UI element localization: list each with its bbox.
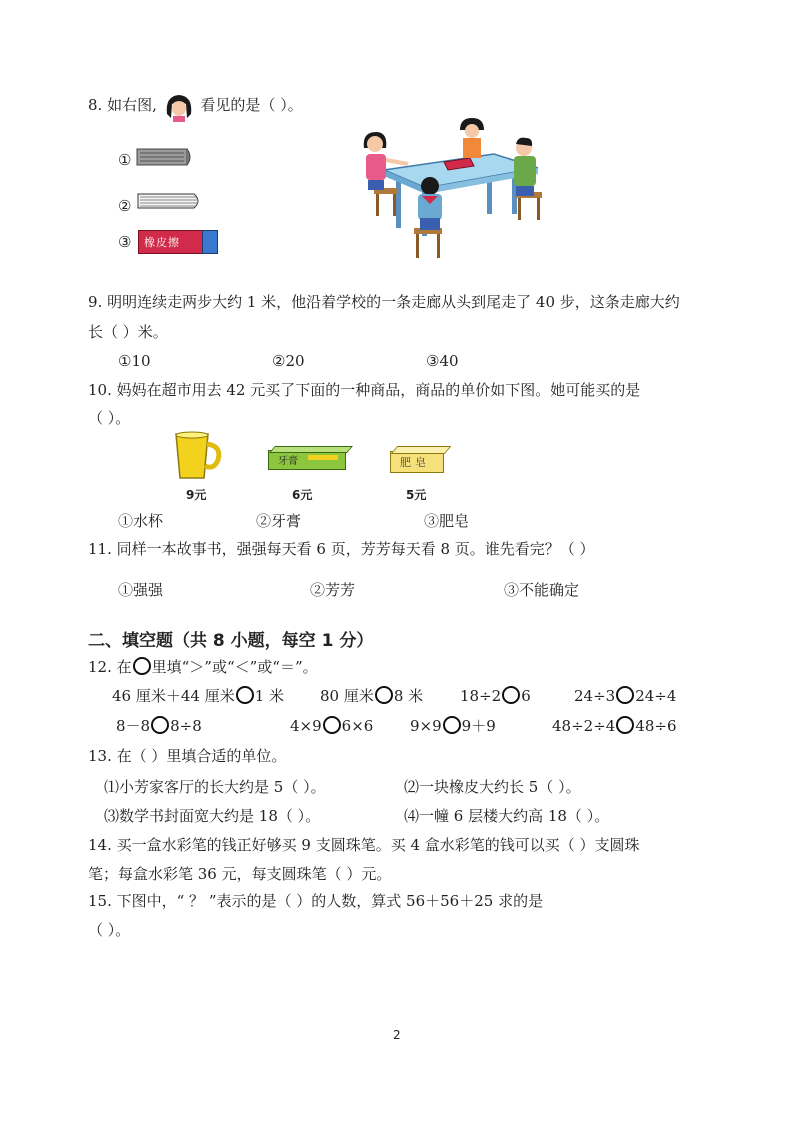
q12-r2-4-left: 48÷2÷4 [552, 717, 616, 735]
q8-option-2: ② [118, 197, 132, 215]
q12-r2-item-3 [410, 716, 496, 736]
q12-r2-item-4 [552, 716, 677, 736]
q12-r2-2-left: 4×9 [290, 717, 322, 735]
compare-circle[interactable] [151, 716, 169, 734]
q12-r1-item-2 [320, 686, 423, 706]
q12-r1-1-right: 1 米 [254, 687, 285, 705]
q12-r2-3-right: 9＋9 [461, 717, 496, 735]
soap-label: 肥皂 [400, 456, 430, 469]
girl-head-icon [162, 92, 196, 122]
q8-option-1: ① [118, 151, 132, 169]
book-spine-icon [136, 146, 194, 168]
kids-at-table-illustration [352, 118, 552, 264]
q10-option-2: ②牙膏 [256, 512, 302, 530]
q12-r1-item-1 [112, 686, 284, 706]
q12-r2-item-2 [290, 716, 373, 736]
q9-line2: 长（ ）米。 [88, 323, 168, 341]
cup-icon [172, 430, 224, 482]
q12-r2-3-left: 9×9 [410, 717, 442, 735]
q9-option-1: ①10 [118, 352, 151, 370]
eraser-icon [138, 230, 218, 252]
eraser-label: 橡皮擦 [144, 236, 180, 249]
q12-r1-item-4 [574, 686, 676, 706]
q8-option-3: ③ [118, 233, 132, 251]
q12-r1-item-3 [460, 686, 531, 706]
q12-title-post: 里填“＞”或“＜”或“＝”。 [151, 658, 318, 676]
q10-option-1: ①水杯 [118, 512, 164, 530]
q12-title-pre: 12. 在 [88, 658, 132, 676]
q12-r2-item-1 [116, 716, 202, 736]
compare-circle[interactable] [443, 716, 461, 734]
q8-stem-post: 看见的是（ ）。 [200, 96, 303, 114]
q9-option-3: ③40 [426, 352, 459, 370]
q15-line1: 15. 下图中，“ ？ ”表示的是（ ）的人数，算式 56＋56＋25 求的是 [88, 892, 544, 910]
q13-item-4: ⑷一幢 6 层楼大约高 18（ ）。 [404, 807, 610, 825]
compare-circle[interactable] [616, 686, 634, 704]
compare-circle[interactable] [616, 716, 634, 734]
q10-line1: 10. 妈妈在超市用去 42 元买了下面的一种商品，商品的单价如下图。她可能买的是 [88, 381, 641, 399]
q12-r1-4-right: 24÷4 [635, 687, 677, 705]
q12-r1-2-left: 80 厘米 [320, 687, 374, 705]
q14-line2: 笔；每盒水彩笔 36 元，每支圆珠笔（ ）元。 [88, 865, 392, 883]
soap-icon [390, 446, 448, 472]
toothpaste-price: 6元 [292, 488, 313, 502]
q13-item-1: ⑴小芳家客厅的长大约是 5（ ）。 [104, 778, 326, 796]
q13-title: 13. 在（ ）里填合适的单位。 [88, 747, 287, 765]
q11-line1: 11. 同样一本故事书，强强每天看 6 页，芳芳每天看 8 页。谁先看完？（ ） [88, 540, 595, 558]
q12-r1-3-right: 6 [521, 687, 531, 705]
compare-circle[interactable] [502, 686, 520, 704]
q12-r2-4-right: 48÷6 [635, 717, 677, 735]
q10-option-3: ③肥皂 [424, 512, 470, 530]
blank-circle[interactable] [133, 657, 151, 675]
compare-circle[interactable] [375, 686, 393, 704]
q8-stem [88, 92, 303, 122]
q9-line1: 9. 明明连续走两步大约 1 米，他沿着学校的一条走廊从头到尾走了 40 步，这条走廊大约 [88, 293, 680, 311]
page-number: 2 [393, 1028, 401, 1042]
q13-item-3: ⑶数学书封面宽大约是 18（ ）。 [104, 807, 321, 825]
q8-stem-pre: 8. 如右图, [88, 96, 157, 114]
book-pages-icon [136, 190, 206, 212]
q12-r1-3-left: 18÷2 [460, 687, 502, 705]
q12-r2-1-right: 8÷8 [170, 717, 202, 735]
section-heading: 二、填空题（共 8 小题，每空 1 分） [88, 631, 374, 651]
q11-option-2: ②芳芳 [310, 581, 356, 599]
q11-option-3: ③不能确定 [504, 581, 580, 599]
q9-option-2: ②20 [272, 352, 305, 370]
q15-line2: （ ）。 [88, 921, 131, 939]
compare-circle[interactable] [323, 716, 341, 734]
q12-r1-1-left: 46 厘米＋44 厘米 [112, 687, 235, 705]
q13-item-2: ⑵一块橡皮大约长 5（ ）。 [404, 778, 581, 796]
q10-line2: （ ）。 [88, 409, 131, 427]
toothpaste-label: 牙膏 [278, 456, 298, 467]
soap-price: 5元 [406, 488, 427, 502]
q12-title [88, 657, 318, 677]
q12-r1-2-right: 8 米 [393, 687, 424, 705]
toothpaste-icon [268, 446, 350, 470]
cup-price: 9元 [186, 488, 207, 502]
q11-option-1: ①强强 [118, 581, 164, 599]
q12-r2-2-right: 6×6 [341, 717, 374, 735]
compare-circle[interactable] [236, 686, 254, 704]
q14-line1: 14. 买一盒水彩笔的钱正好够买 9 支圆珠笔。买 4 盒水彩笔的钱可以买（ ）支圆珠 [88, 836, 640, 854]
q12-r1-4-left: 24÷3 [574, 687, 616, 705]
q12-r2-1-left: 8－8 [116, 717, 151, 735]
